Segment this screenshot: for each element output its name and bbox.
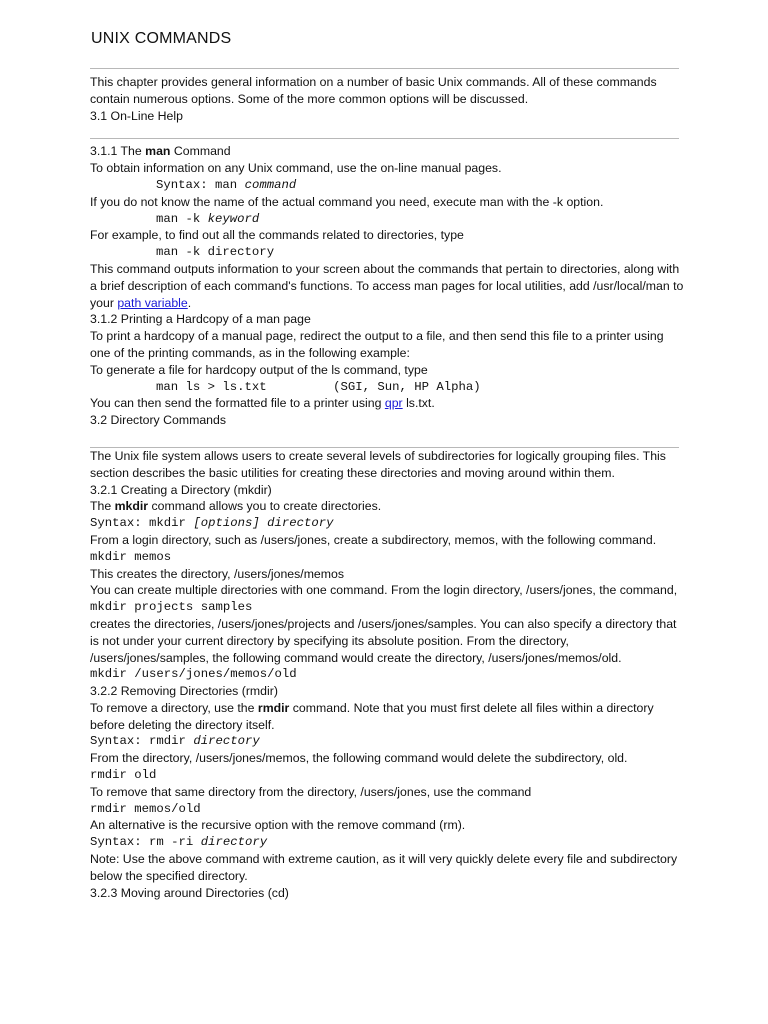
document-body <box>90 74 686 901</box>
man-k-directory-code: man -k directory <box>156 245 275 260</box>
mkdir-multiple-paragraph: You can create multiple directories with one command. From the login directory, /users/jones, the command, <box>90 583 678 598</box>
mkdir-old-code: mkdir /users/jones/memos/old <box>90 667 297 682</box>
man-k-intro: If you do not know the name of the actual command you need, execute man with the -k option. <box>90 194 604 209</box>
heading-3-2-3: 3.2.3 Moving around Directories (cd) <box>90 885 289 900</box>
mkdir-creates-text: This creates the directory, /users/jones/memos <box>90 566 345 581</box>
mkdir-syntax: Syntax: mkdir [options] directory <box>90 516 334 531</box>
heading-3-1-2: 3.1.2 Printing a Hardcopy of a man page <box>90 312 311 327</box>
hardcopy-ls-intro: To generate a file for hardcopy output of the ls command, type <box>90 362 428 377</box>
mkdir-intro: The mkdir command allows you to create directories. <box>90 499 382 514</box>
intro-paragraph: This chapter provides general information on a number of basic Unix commands. All of these commands contain numerous options. Some of the more common options will be discussed. <box>90 75 657 106</box>
mkdir-keyword: mkdir <box>114 499 149 514</box>
mkdir-login-paragraph: From a login directory, such as /users/jones, create a subdirectory, memos, with the following command. <box>90 532 657 547</box>
mkdir-projects-code: mkdir projects samples <box>90 600 253 615</box>
man-k-keyword-code: man -k keyword <box>156 211 260 226</box>
man-keyword: man <box>145 144 171 159</box>
man-output-paragraph: This command outputs information to your screen about the commands that pertain to directories, along with a brief description of each command's functions. To access man pages for local utilities, add /usr/local/man to your path variable. <box>90 261 684 310</box>
rm-caution-note: Note: Use the above command with extreme caution, as it will very quickly delete every file and subdirectory below the specified directory. <box>90 852 678 883</box>
rmdir-intro: To remove a directory, use the rmdir command. Note that you must first delete all files within a directory before deleting the directory itself. <box>90 700 654 732</box>
page-title <box>91 30 231 48</box>
heading-3-1-1: 3.1.1 The man Command <box>90 144 231 159</box>
rm-alternative-paragraph: An alternative is the recursive option with the remove command (rm). <box>90 818 466 833</box>
rmdir-syntax: Syntax: rmdir directory <box>90 734 260 749</box>
qpr-link[interactable]: qpr <box>384 396 403 411</box>
rm-syntax: Syntax: rm -ri directory <box>90 835 268 850</box>
heading-3-2-1: 3.2.1 Creating a Directory (mkdir) <box>90 482 272 497</box>
man-ls-code: man ls > ls.txt (SGI, Sun, HP Alpha) <box>156 379 481 394</box>
rmdir-memos-old-code: rmdir memos/old <box>90 801 201 816</box>
title-unix: UNIX <box>91 30 131 47</box>
path-variable-link[interactable]: path variable <box>117 295 188 310</box>
rmdir-jones-paragraph: To remove that same directory from the directory, /users/jones, use the command <box>90 784 532 799</box>
hardcopy-paragraph: To print a hardcopy of a manual page, redirect the output to a file, and then send this file to a printer using one of the printing commands, as in the following example: <box>90 329 664 360</box>
rmdir-keyword: rmdir <box>257 700 290 715</box>
heading-3-2: 3.2 Directory Commands <box>90 413 226 428</box>
man-example-intro: For example, to find out all the commands related to directories, type <box>90 228 464 243</box>
title-commands: COMMANDS <box>134 30 232 47</box>
divider-1 <box>90 68 679 69</box>
rmdir-memos-paragraph: From the directory, /users/jones/memos, the following command would delete the subdirectory, old. <box>90 751 628 766</box>
qpr-paragraph: You can then send the formatted file to a printer using qpr ls.txt. <box>90 396 435 411</box>
directory-intro: The Unix file system allows users to create several levels of subdirectories for logically grouping files. This section describes the basic utilities for creating these directories and moving around within them. <box>90 448 666 480</box>
heading-3-1: 3.1 On-Line Help <box>90 108 183 123</box>
heading-3-2-2: 3.2.2 Removing Directories (rmdir) <box>90 684 278 699</box>
man-intro: To obtain information on any Unix command, use the on-line manual pages. <box>90 161 502 176</box>
mkdir-absolute-paragraph: creates the directories, /users/jones/projects and /users/jones/samples. You can also specify a directory that is not under your current directory by specifying its absolute position. From the directory, /users/jones/samples, the following command would create the directory, /users/jones/memos/old. <box>90 616 677 665</box>
rmdir-old-code: rmdir old <box>90 768 157 783</box>
man-syntax: Syntax: man command <box>156 177 297 192</box>
mkdir-memos-code: mkdir memos <box>90 549 172 564</box>
